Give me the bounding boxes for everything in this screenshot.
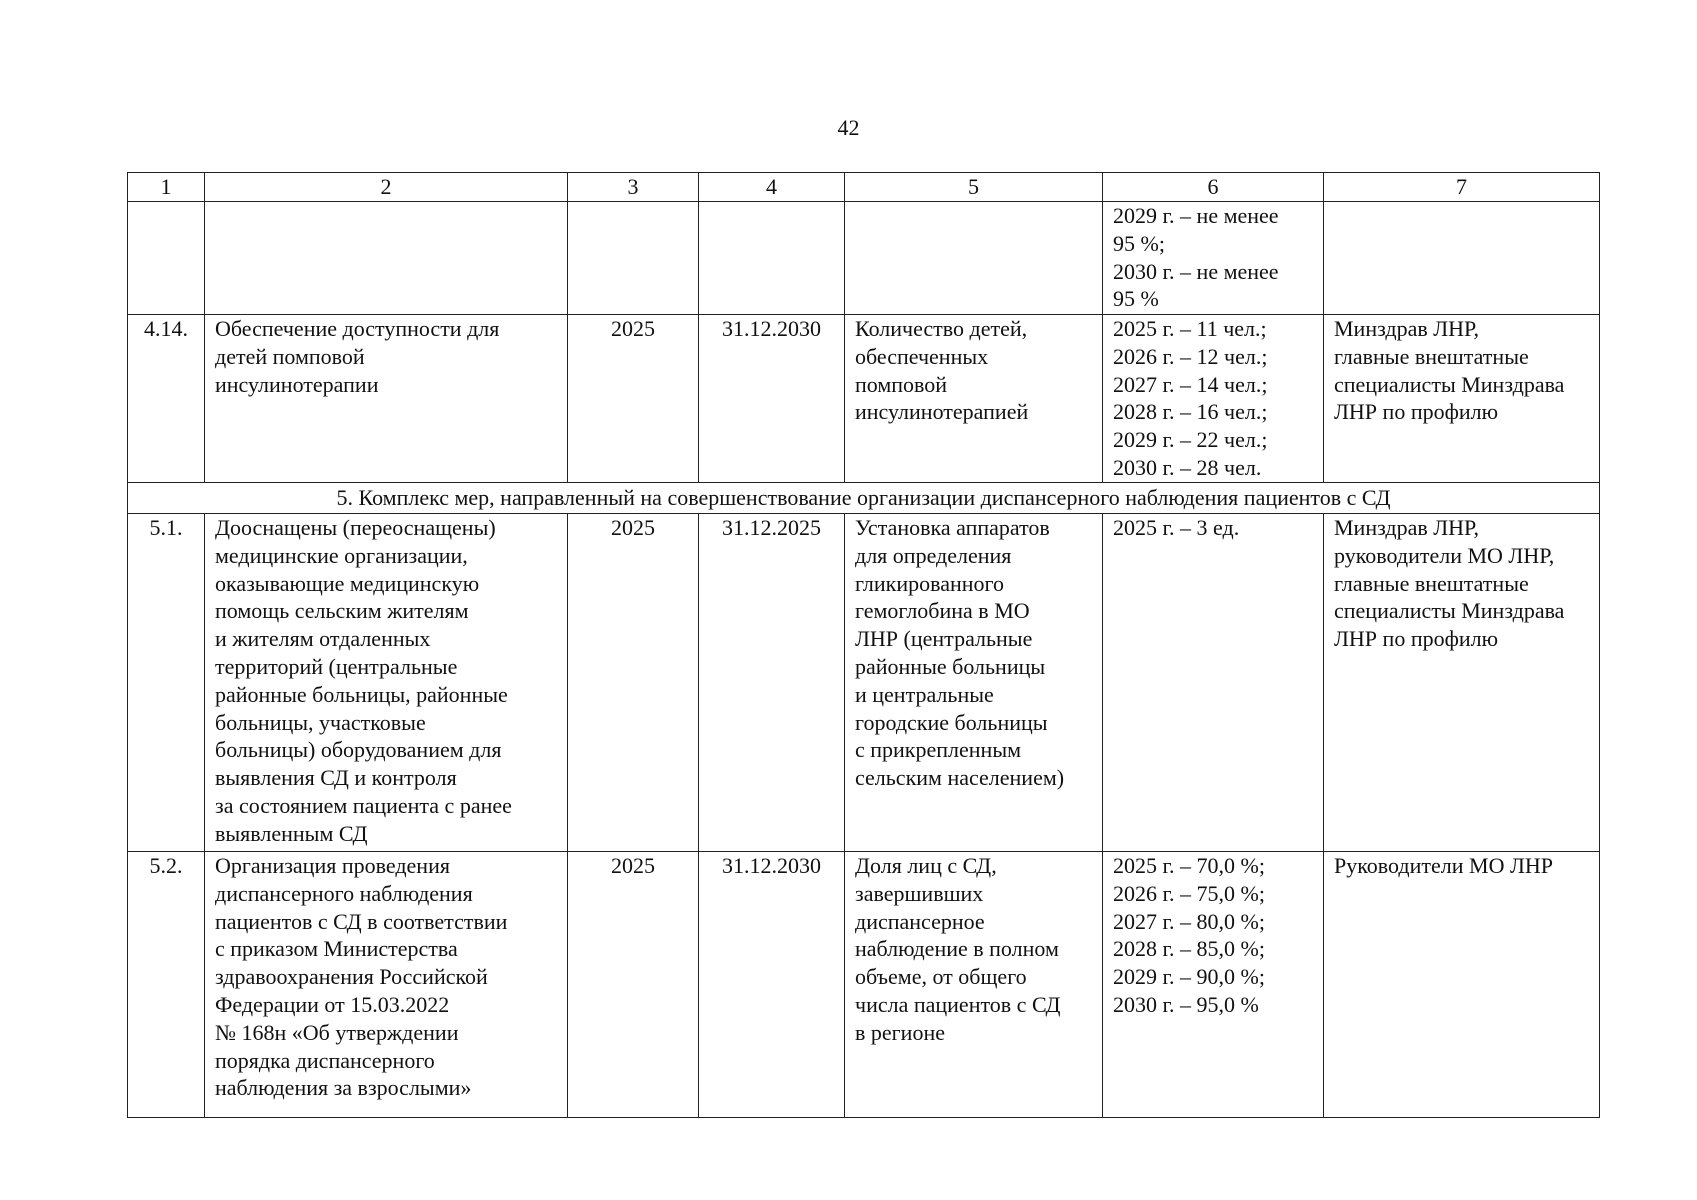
section-title: 5. Комплекс мер, направленный на совершенствование организации диспансерного наблюдения пациентов с СД <box>128 483 1600 514</box>
header-col-1: 1 <box>128 173 205 202</box>
start-year-cell: 2025 <box>568 514 699 852</box>
header-col-7: 7 <box>1324 173 1600 202</box>
table-row <box>128 852 1600 1118</box>
start-year-cell: 2025 <box>568 852 699 1118</box>
section-heading-row <box>128 483 1600 514</box>
end-date-cell: 31.12.2025 <box>699 514 845 852</box>
row-number <box>128 202 205 315</box>
values-cell: 2025 г. – 70,0 %; 2026 г. – 75,0 %; 2027 г. – 80,0 %; 2028 г. – 85,0 %; 2029 г. – 90,0 %; 2030 г. – 95,0 % <box>1103 852 1324 1118</box>
header-col-3: 3 <box>568 173 699 202</box>
responsible-cell: Минздрав ЛНР, руководители МО ЛНР, главные внештатные специалисты Минздрава ЛНР по профилю <box>1324 514 1600 852</box>
table-header-row <box>128 173 1600 202</box>
action-cell <box>205 202 568 315</box>
table-row <box>128 315 1600 483</box>
header-col-2: 2 <box>205 173 568 202</box>
responsible-cell: Минздрав ЛНР, главные внештатные специалисты Минздрава ЛНР по профилю <box>1324 315 1600 483</box>
indicator-cell <box>845 202 1103 315</box>
action-cell: Дооснащены (переоснащены) медицинские организации, оказывающие медицинскую помощь сельским жителям и жителям отдаленных территорий (центральные районные больницы, районные больницы, участковые больницы) оборудованием для выявления СД и контроля за состоянием пациента с ранее выявленным СД <box>205 514 568 852</box>
indicator-cell: Количество детей, обеспеченных помповой инсулинотерапией <box>845 315 1103 483</box>
measures-table <box>127 172 1600 1118</box>
indicator-cell: Установка аппаратов для определения гликированного гемоглобина в МО ЛНР (центральные районные больницы и центральные городские больницы с прикрепленным сельским населением) <box>845 514 1103 852</box>
row-number: 4.14. <box>128 315 205 483</box>
responsible-cell <box>1324 202 1600 315</box>
start-year-cell <box>568 202 699 315</box>
action-cell: Обеспечение доступности для детей помповой инсулинотерапии <box>205 315 568 483</box>
values-cell: 2029 г. – не менее 95 %; 2030 г. – не менее 95 % <box>1103 202 1324 315</box>
responsible-cell: Руководители МО ЛНР <box>1324 852 1600 1118</box>
row-number: 5.1. <box>128 514 205 852</box>
header-col-4: 4 <box>699 173 845 202</box>
end-date-cell: 31.12.2030 <box>699 315 845 483</box>
action-cell: Организация проведения диспансерного наблюдения пациентов с СД в соответствии с приказом Министерства здравоохранения Российской Федерации от 15.03.2022 № 168н «Об утверждении порядка диспансерного наблюдения за взрослыми» <box>205 852 568 1118</box>
values-cell: 2025 г. – 3 ед. <box>1103 514 1324 852</box>
header-col-5: 5 <box>845 173 1103 202</box>
row-number: 5.2. <box>128 852 205 1118</box>
page-number: 42 <box>837 115 860 140</box>
table-row <box>128 514 1600 852</box>
header-col-6: 6 <box>1103 173 1324 202</box>
table-row-continuation <box>128 202 1600 315</box>
indicator-cell: Доля лиц с СД, завершивших диспансерное наблюдение в полном объеме, от общего числа пациентов с СД в регионе <box>845 852 1103 1118</box>
start-year-cell: 2025 <box>568 315 699 483</box>
end-date-cell <box>699 202 845 315</box>
end-date-cell: 31.12.2030 <box>699 852 845 1118</box>
values-cell: 2025 г. – 11 чел.; 2026 г. – 12 чел.; 2027 г. – 14 чел.; 2028 г. – 16 чел.; 2029 г. – 22 чел.; 2030 г. – 28 чел. <box>1103 315 1324 483</box>
